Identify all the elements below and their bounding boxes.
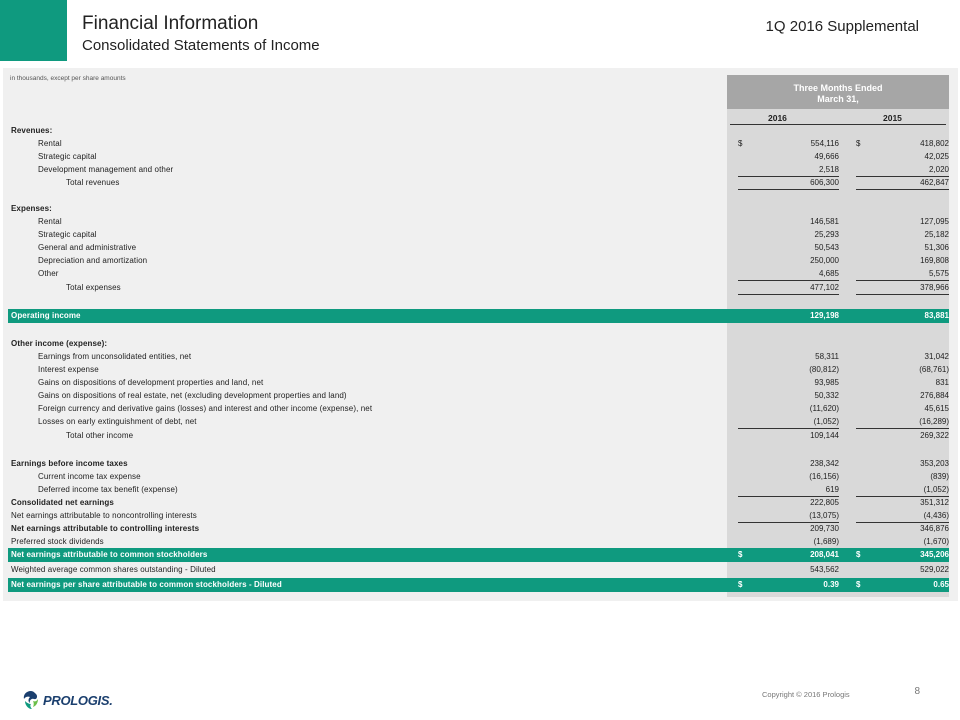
table-row: Rental 146,581 127,095 [38,217,949,226]
highlight-row-operating-income: Operating income 129,198 83,881 [8,309,949,323]
page-number: 8 [914,686,920,697]
table-row: Strategic capital 25,293 25,182 [38,230,949,239]
period-group-header-line1: Three Months Ended [793,83,883,93]
copyright-text: Copyright © 2016 Prologis [762,690,850,699]
table-row: Rental $ 554,116 $ 418,802 [38,139,949,148]
table-row: Gains on dispositions of real estate, net (excluding development properties and land) 50,332 276,884 [38,391,949,400]
period-group-header [727,75,949,109]
total-row: Total other income 109,144 269,322 [66,431,949,440]
section-header-other-income: Other income (expense): [11,339,108,348]
table-row: Deferred income tax benefit (expense) 619 (1,052) [8,483,949,496]
section-header-revenues: Revenues: [11,126,53,135]
table-row: Earnings before income taxes 238,342 353,203 [11,459,949,468]
table-row: Earnings from unconsolidated entities, net 58,311 31,042 [38,352,949,361]
table-row: Foreign currency and derivative gains (losses) and interest and other income (expense), net (11,620) 45,615 [38,404,949,413]
table-row: Losses on early extinguishment of debt, net (1,052) (16,289) [8,415,949,428]
total-row: Total expenses 477,102 378,966 [8,281,949,294]
table-row: Interest expense (80,812) (68,761) [38,365,949,374]
table-row: Current income tax expense (16,156) (839) [38,472,949,481]
page-subtitle: Consolidated Statements of Income [82,37,320,54]
page-title: Financial Information [82,13,259,34]
table-row: Consolidated net earnings 222,805 351,312 [11,498,949,507]
total-row: Total revenues 606,300 462,847 [8,176,949,189]
table-row: Other 4,685 5,575 [8,267,949,280]
prologis-logo-text: PROLOGIS. [43,692,113,708]
table-row: Strategic capital 49,666 42,025 [38,152,949,161]
table-row: Development management and other 2,518 2,020 [8,163,949,176]
highlight-row-net-earnings-common: Net earnings attributable to common stockholders $ 208,041 $ 345,206 [8,548,949,562]
section-header-expenses: Expenses: [11,204,52,213]
table-row: Net earnings attributable to noncontrolling interests (13,075) (4,436) [8,509,949,522]
table-row: Net earnings attributable to controlling interests 209,730 346,876 [11,524,949,533]
report-period: 1Q 2016 Supplemental [765,18,919,35]
table-row: Depreciation and amortization 250,000 169,808 [38,256,949,265]
prologis-logo [22,690,113,710]
table-row: General and administrative 50,543 51,306 [38,243,949,252]
column-header-2015: 2015 [883,113,902,123]
table-row: Weighted average common shares outstanding - Diluted 543,562 529,022 [11,565,949,574]
units-note: in thousands, except per share amounts [10,75,126,82]
accent-bar [0,0,67,61]
column-header-2016: 2016 [768,113,787,123]
table-row: Gains on dispositions of development properties and land, net 93,985 831 [38,378,949,387]
highlight-row-eps-diluted: Net earnings per share attributable to common stockholders - Diluted $ 0.39 $ 0.65 [8,578,949,592]
prologis-logo-icon [22,690,40,710]
table-row: Preferred stock dividends (1,689) (1,670) [8,535,949,548]
period-group-header-line2: March 31, [817,94,859,104]
